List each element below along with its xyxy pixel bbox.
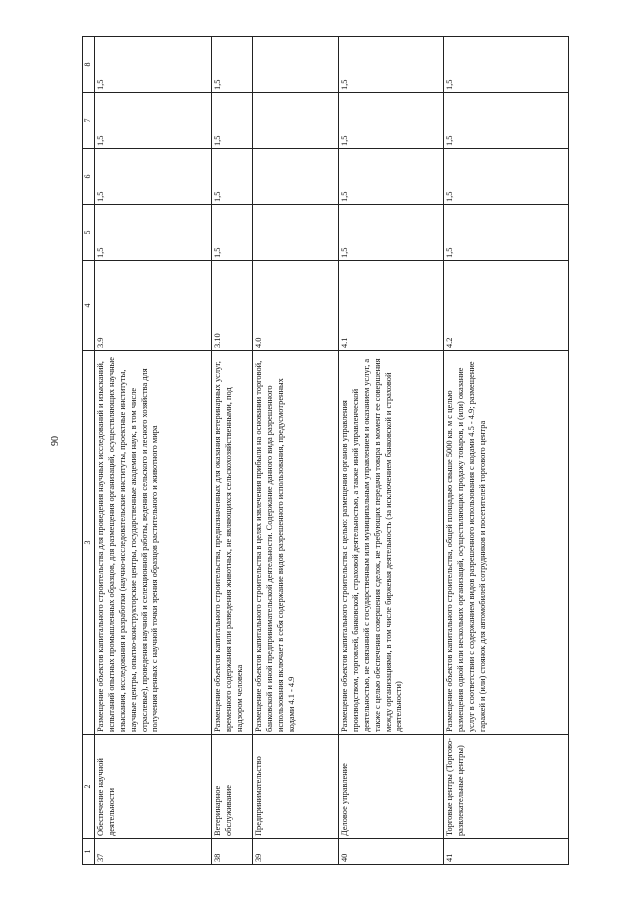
col-header-6: 6 [83,149,95,205]
value-col-7: 1,5 [338,93,443,149]
row-number: 41 [443,839,568,865]
value-col-5: 1,5 [94,205,211,261]
value-col-6: 1,5 [211,149,252,205]
table-row [252,37,338,865]
value-col-8 [252,37,338,93]
value-col-5: 1,5 [338,205,443,261]
use-type-description: Размещение объектов капитального строительства для проведения научных исследований и изысканий, испытаний опытных промышленных образцов, для размещения организаций, осуществляющих научные изыскания, исследования и разработки (научно-исследовательские институты, проектные институты, научные центры, опытно-конструкторские центры, государственные академии наук, в том числе отраслевые), проведения научной и селекционной работы, ведения сельского и лесного хозяйства для получения ценных с научной точки зрения образцов растительного и животного мира [94,351,211,735]
use-type-code: 4.1 [338,261,443,351]
use-type-description: Размещение объектов капитального строительства, общей площадью свыше 5000 кв. м с целью размещения одной или нескольких организаций, осуществляющих продажу товаров, и (или) оказание услуг в соответствии с содержанием видов разрешенного использования с кодами 4.5 - 4.9; размещение гаражей и (или) стоянок для автомобилей сотрудников и посетителей торгового центра [443,351,568,735]
value-col-8: 1,5 [338,37,443,93]
col-header-4: 4 [83,261,95,351]
value-col-8: 1,5 [443,37,568,93]
col-header-1: 1 [83,839,95,865]
use-type-code: 3.10 [211,261,252,351]
use-type-name: Обеспечение научной деятельности [94,735,211,839]
land-use-table [82,36,569,865]
table-row [443,37,568,865]
use-type-description: Размещение объектов капитального строительства, предназначенных для оказания ветеринарных услуг, временного содержания или разведения животных, не являющихся сельскохозяйственными, под надзором человека [211,351,252,735]
col-header-5: 5 [83,205,95,261]
col-header-2: 2 [83,735,95,839]
value-col-5 [252,205,338,261]
table-row [338,37,443,865]
value-col-6: 1,5 [443,149,568,205]
table-container [82,37,568,865]
use-type-description: Размещение объектов капитального строительства с целью: размещения органов управления производством, торговлей, банковской, страховой деятельностью, а также иной управленческой деятельностью, не связанной с государственным или муниципальным управлением и оказанием услуг, а также с целью обеспечения совершения сделок, не требующих передачи товара в момент ее совершения между организациями, в том числе биржевая деятельность (за исключением банковской и страховой деятельности) [338,351,443,735]
use-type-code: 3.9 [94,261,211,351]
row-number: 38 [211,839,252,865]
use-type-description: Размещение объектов капитального строительства в целях извлечения прибыли на основании торговой, банковской и иной предпринимательской деятельности. Содержание данного вида разрешенного использования включает в себя содержание видов разрешенного использования, предусмотренных кодами 4.1 - 4.9 [252,351,338,735]
value-col-8: 1,5 [211,37,252,93]
row-number: 37 [94,839,211,865]
use-type-name: Ветеринарное обслуживание [211,735,252,839]
use-type-name: Торговые центры (Торгово-развлекательные центры) [443,735,568,839]
value-col-5: 1,5 [211,205,252,261]
use-type-name: Деловое управление [338,735,443,839]
table-row [211,37,252,865]
value-col-5: 1,5 [443,205,568,261]
value-col-7: 1,5 [443,93,568,149]
table-row [94,37,211,865]
value-col-6 [252,149,338,205]
value-col-8: 1,5 [94,37,211,93]
row-number: 40 [338,839,443,865]
row-number: 39 [252,839,338,865]
value-col-6: 1,5 [338,149,443,205]
use-type-code: 4.2 [443,261,568,351]
use-type-name: Предпринимательство [252,735,338,839]
use-type-code: 4.0 [252,261,338,351]
header-row [83,37,95,865]
value-col-7: 1,5 [211,93,252,149]
value-col-7: 1,5 [94,93,211,149]
value-col-6: 1,5 [94,149,211,205]
col-header-8: 8 [83,37,95,93]
col-header-3: 3 [83,351,95,735]
col-header-7: 7 [83,93,95,149]
page-number: 90 [50,436,61,446]
value-col-7 [252,93,338,149]
